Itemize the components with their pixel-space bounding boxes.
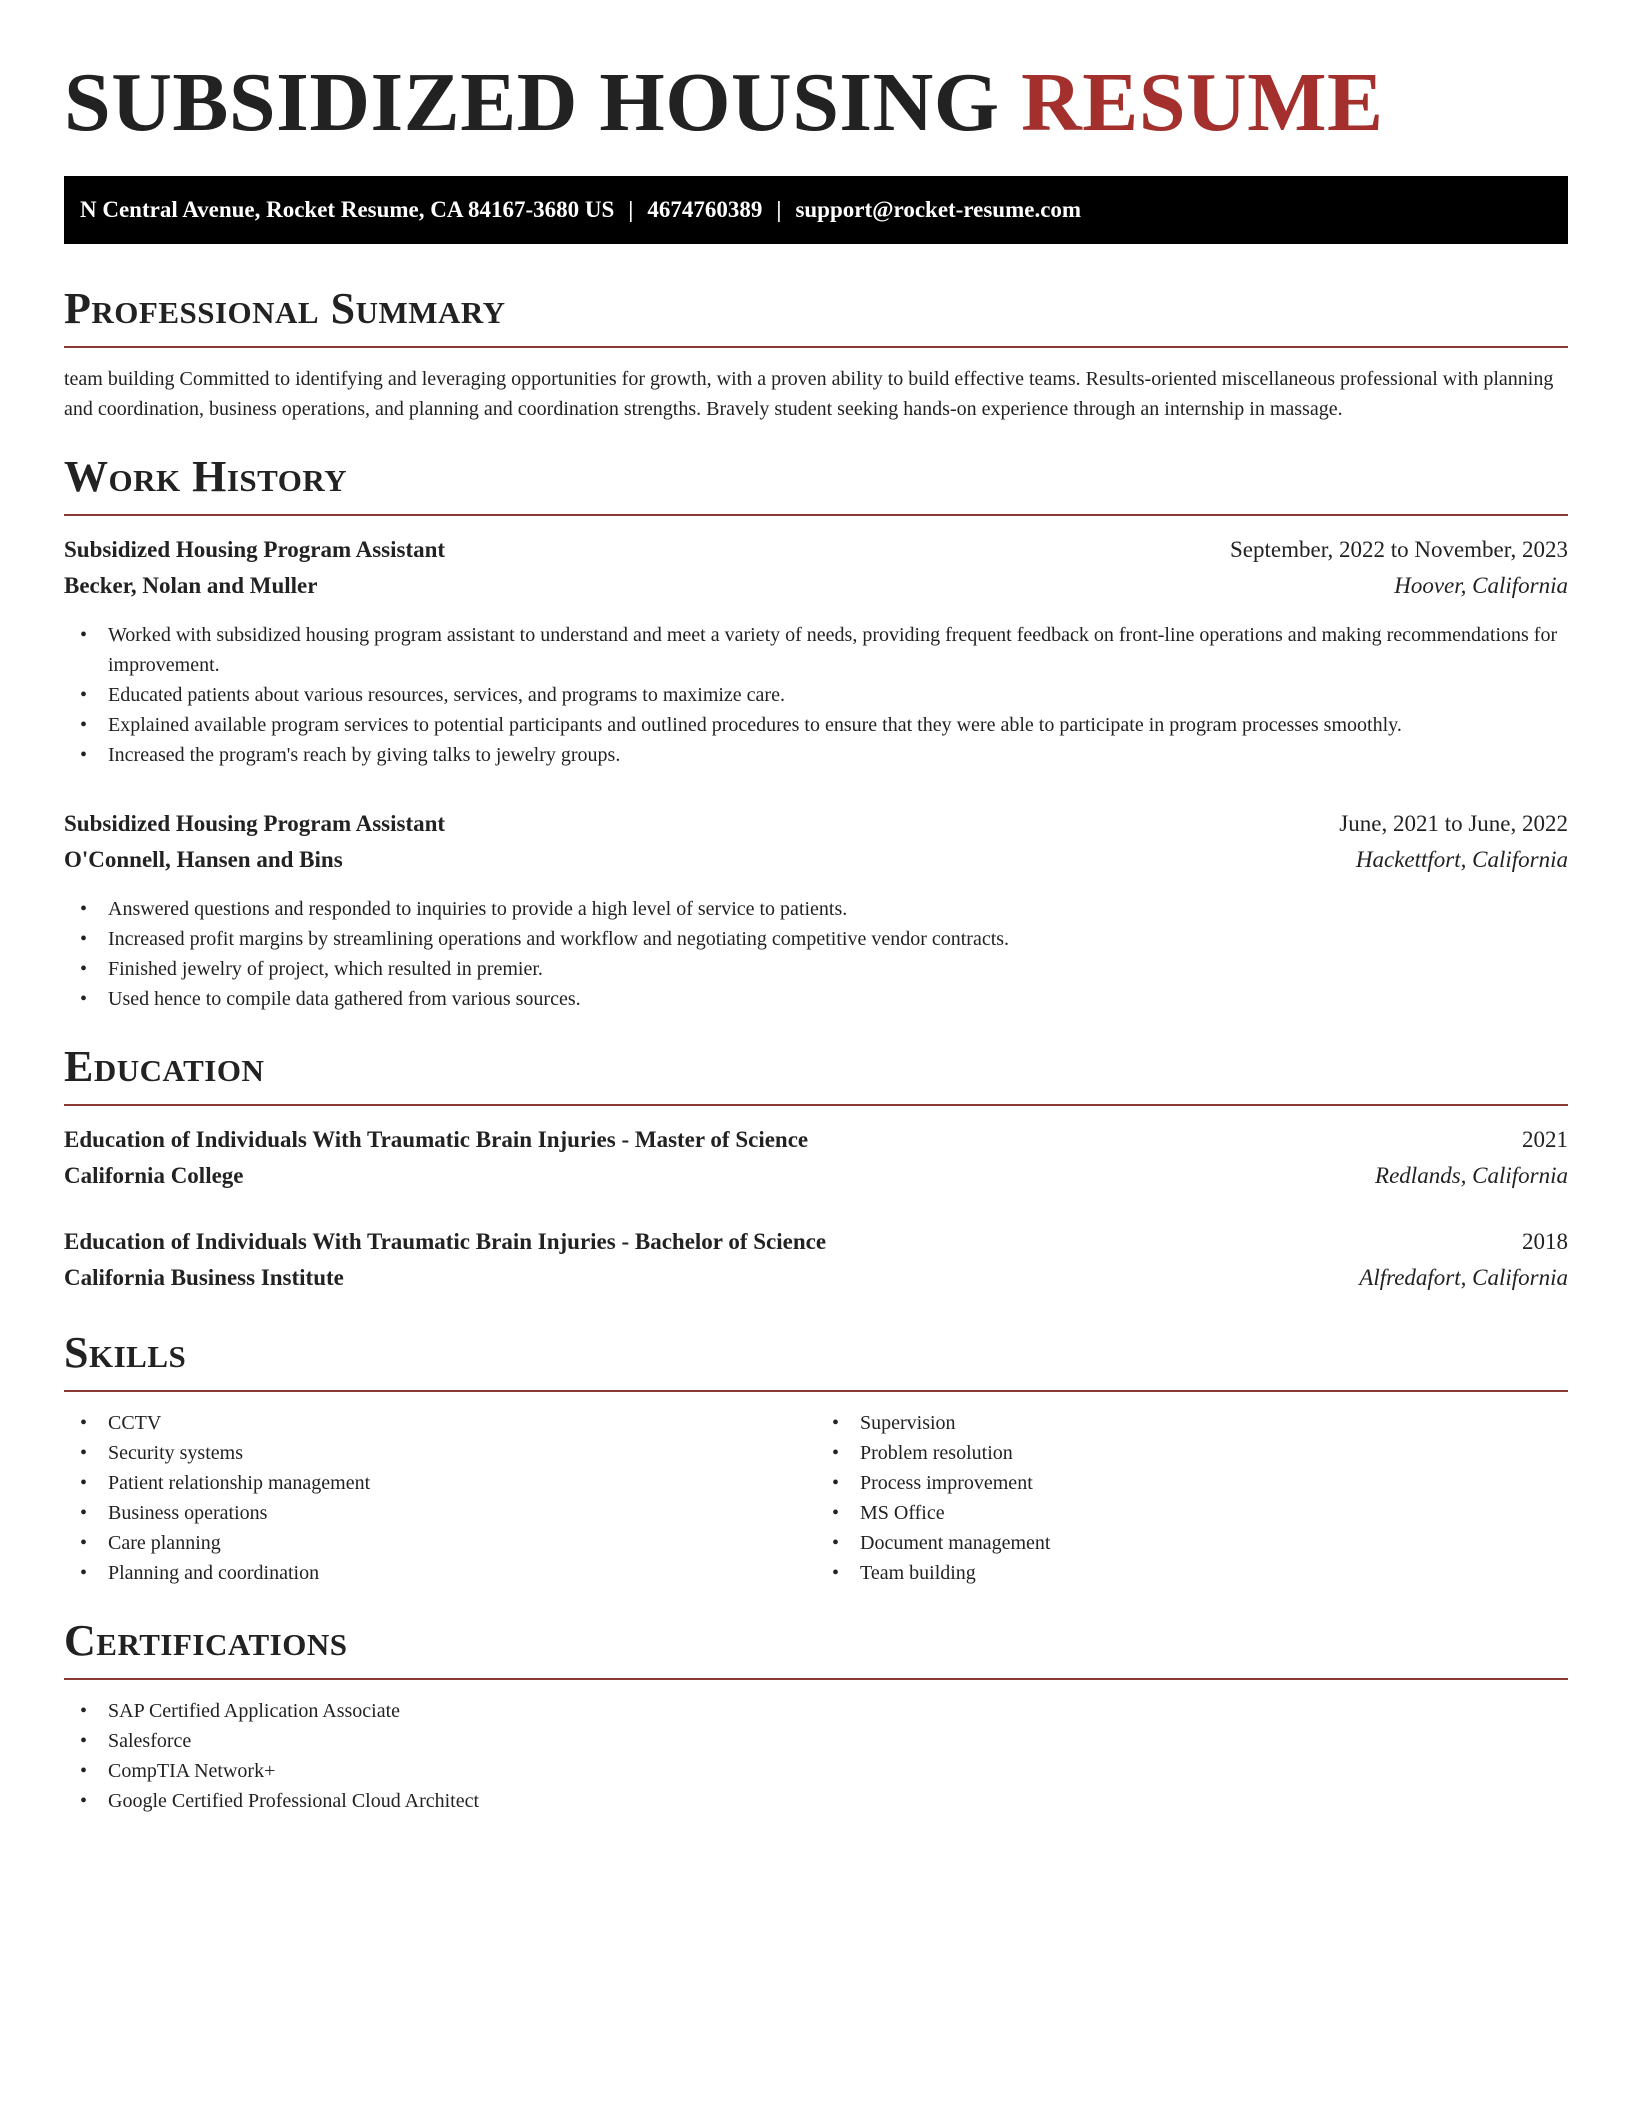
job-bullet-list — [64, 620, 1568, 770]
job-bullet: • Increased the program's reach by giving talks to jewelry groups. — [64, 740, 1568, 770]
job-company: Becker, Nolan and Muller — [64, 573, 318, 598]
education-entry — [64, 1224, 1568, 1296]
skills-columns — [64, 1408, 1568, 1588]
job-title: Subsidized Housing Program Assistant — [64, 811, 446, 836]
job-bullet: • Educated patients about various resources, services, and programs to maximize care. — [64, 680, 1568, 710]
skills-list-right — [816, 1408, 1568, 1588]
contact-separator: | — [628, 197, 634, 222]
skill-item: • Patient relationship management — [64, 1468, 816, 1498]
job-bullet: • Increased profit margins by streamlining operations and workflow and negotiating competitive vendor contracts. — [64, 924, 1568, 954]
education-location: Redlands, California — [1375, 1163, 1568, 1188]
education-school-row — [64, 1260, 1568, 1296]
title-accent: RESUME — [1021, 56, 1384, 149]
job-company-row — [64, 568, 1568, 604]
skill-item: • Security systems — [64, 1438, 816, 1468]
job-title-row — [64, 806, 1568, 842]
summary-text: team building Committed to identifying and leveraging opportunities for growth, with a proven ability to build effective teams. Results-oriented miscellaneous professional with planning and coordination, business operations, and planning and coordination strengths. Bravely student seeking hands-on experience through an internship in massage. — [64, 368, 1554, 420]
job-entry — [64, 532, 1568, 770]
job-bullet: • Answered questions and responded to inquiries to provide a high level of service to patients. — [64, 894, 1568, 924]
education-school: California Business Institute — [64, 1265, 344, 1290]
skill-item: • Process improvement — [816, 1468, 1568, 1498]
education-degree-row — [64, 1122, 1568, 1158]
job-title-row — [64, 532, 1568, 568]
certification-item: • Google Certified Professional Cloud Architect — [64, 1786, 1568, 1816]
education-location: Alfredafort, California — [1359, 1265, 1568, 1290]
education-year: 2021 — [1522, 1127, 1568, 1152]
contact-phone: 4674760389 — [647, 197, 763, 222]
skill-item: • Care planning — [64, 1528, 816, 1558]
education-degree: Education of Individuals With Traumatic Brain Injuries - Master of Science — [64, 1127, 809, 1152]
job-title: Subsidized Housing Program Assistant — [64, 537, 446, 562]
skill-item: • Problem resolution — [816, 1438, 1568, 1468]
education-entry — [64, 1122, 1568, 1194]
certification-item: • SAP Certified Application Associate — [64, 1696, 1568, 1726]
education-degree: Education of Individuals With Traumatic Brain Injuries - Bachelor of Science — [64, 1229, 827, 1254]
job-bullet: • Used hence to compile data gathered from various sources. — [64, 984, 1568, 1014]
job-bullet-list — [64, 894, 1568, 1014]
education-school-row — [64, 1158, 1568, 1194]
job-bullet: • Finished jewelry of project, which resulted in premier. — [64, 954, 1568, 984]
job-entry — [64, 806, 1568, 1014]
contact-address: N Central Avenue, Rocket Resume, CA 84167-3680 US — [80, 197, 615, 222]
education-degree-row — [64, 1224, 1568, 1260]
skill-item: • Planning and coordination — [64, 1558, 816, 1588]
job-bullet: • Worked with subsidized housing program assistant to understand and meet a variety of needs, providing frequent feedback on front-line operations and making recommendations for improvement. — [64, 620, 1568, 680]
section-heading-work-history: Work History — [64, 452, 1568, 516]
certification-item: • CompTIA Network+ — [64, 1756, 1568, 1786]
skill-item: • Supervision — [816, 1408, 1568, 1438]
job-location: Hackettfort, California — [1355, 847, 1568, 872]
certification-item: • Salesforce — [64, 1726, 1568, 1756]
job-dates: September, 2022 to November, 2023 — [1230, 537, 1568, 562]
job-dates: June, 2021 to June, 2022 — [1339, 811, 1568, 836]
contact-bar — [64, 176, 1568, 244]
title-main: SUBSIDIZED HOUSING — [64, 56, 1000, 149]
job-company-row — [64, 842, 1568, 878]
skill-item: • CCTV — [64, 1408, 816, 1438]
section-heading-summary: Professional Summary — [64, 284, 1568, 348]
contact-separator: | — [776, 197, 782, 222]
section-heading-skills: Skills — [64, 1328, 1568, 1392]
job-location: Hoover, California — [1394, 573, 1568, 598]
skill-item: • Team building — [816, 1558, 1568, 1588]
skill-item: • Business operations — [64, 1498, 816, 1528]
education-school: California College — [64, 1163, 244, 1188]
job-company: O'Connell, Hansen and Bins — [64, 847, 343, 872]
skill-item: • Document management — [816, 1528, 1568, 1558]
skill-item: • MS Office — [816, 1498, 1568, 1528]
education-year: 2018 — [1522, 1229, 1568, 1254]
section-heading-education: Education — [64, 1042, 1568, 1106]
section-heading-certifications: Certifications — [64, 1616, 1568, 1680]
skills-list-left — [64, 1408, 816, 1588]
job-bullet: • Explained available program services to potential participants and outlined procedures to ensure that they were able to participate in program processes smoothly. — [64, 710, 1568, 740]
resume-title — [64, 0, 1568, 149]
certifications-list — [64, 1696, 1568, 1816]
contact-email: support@rocket-resume.com — [795, 197, 1082, 222]
